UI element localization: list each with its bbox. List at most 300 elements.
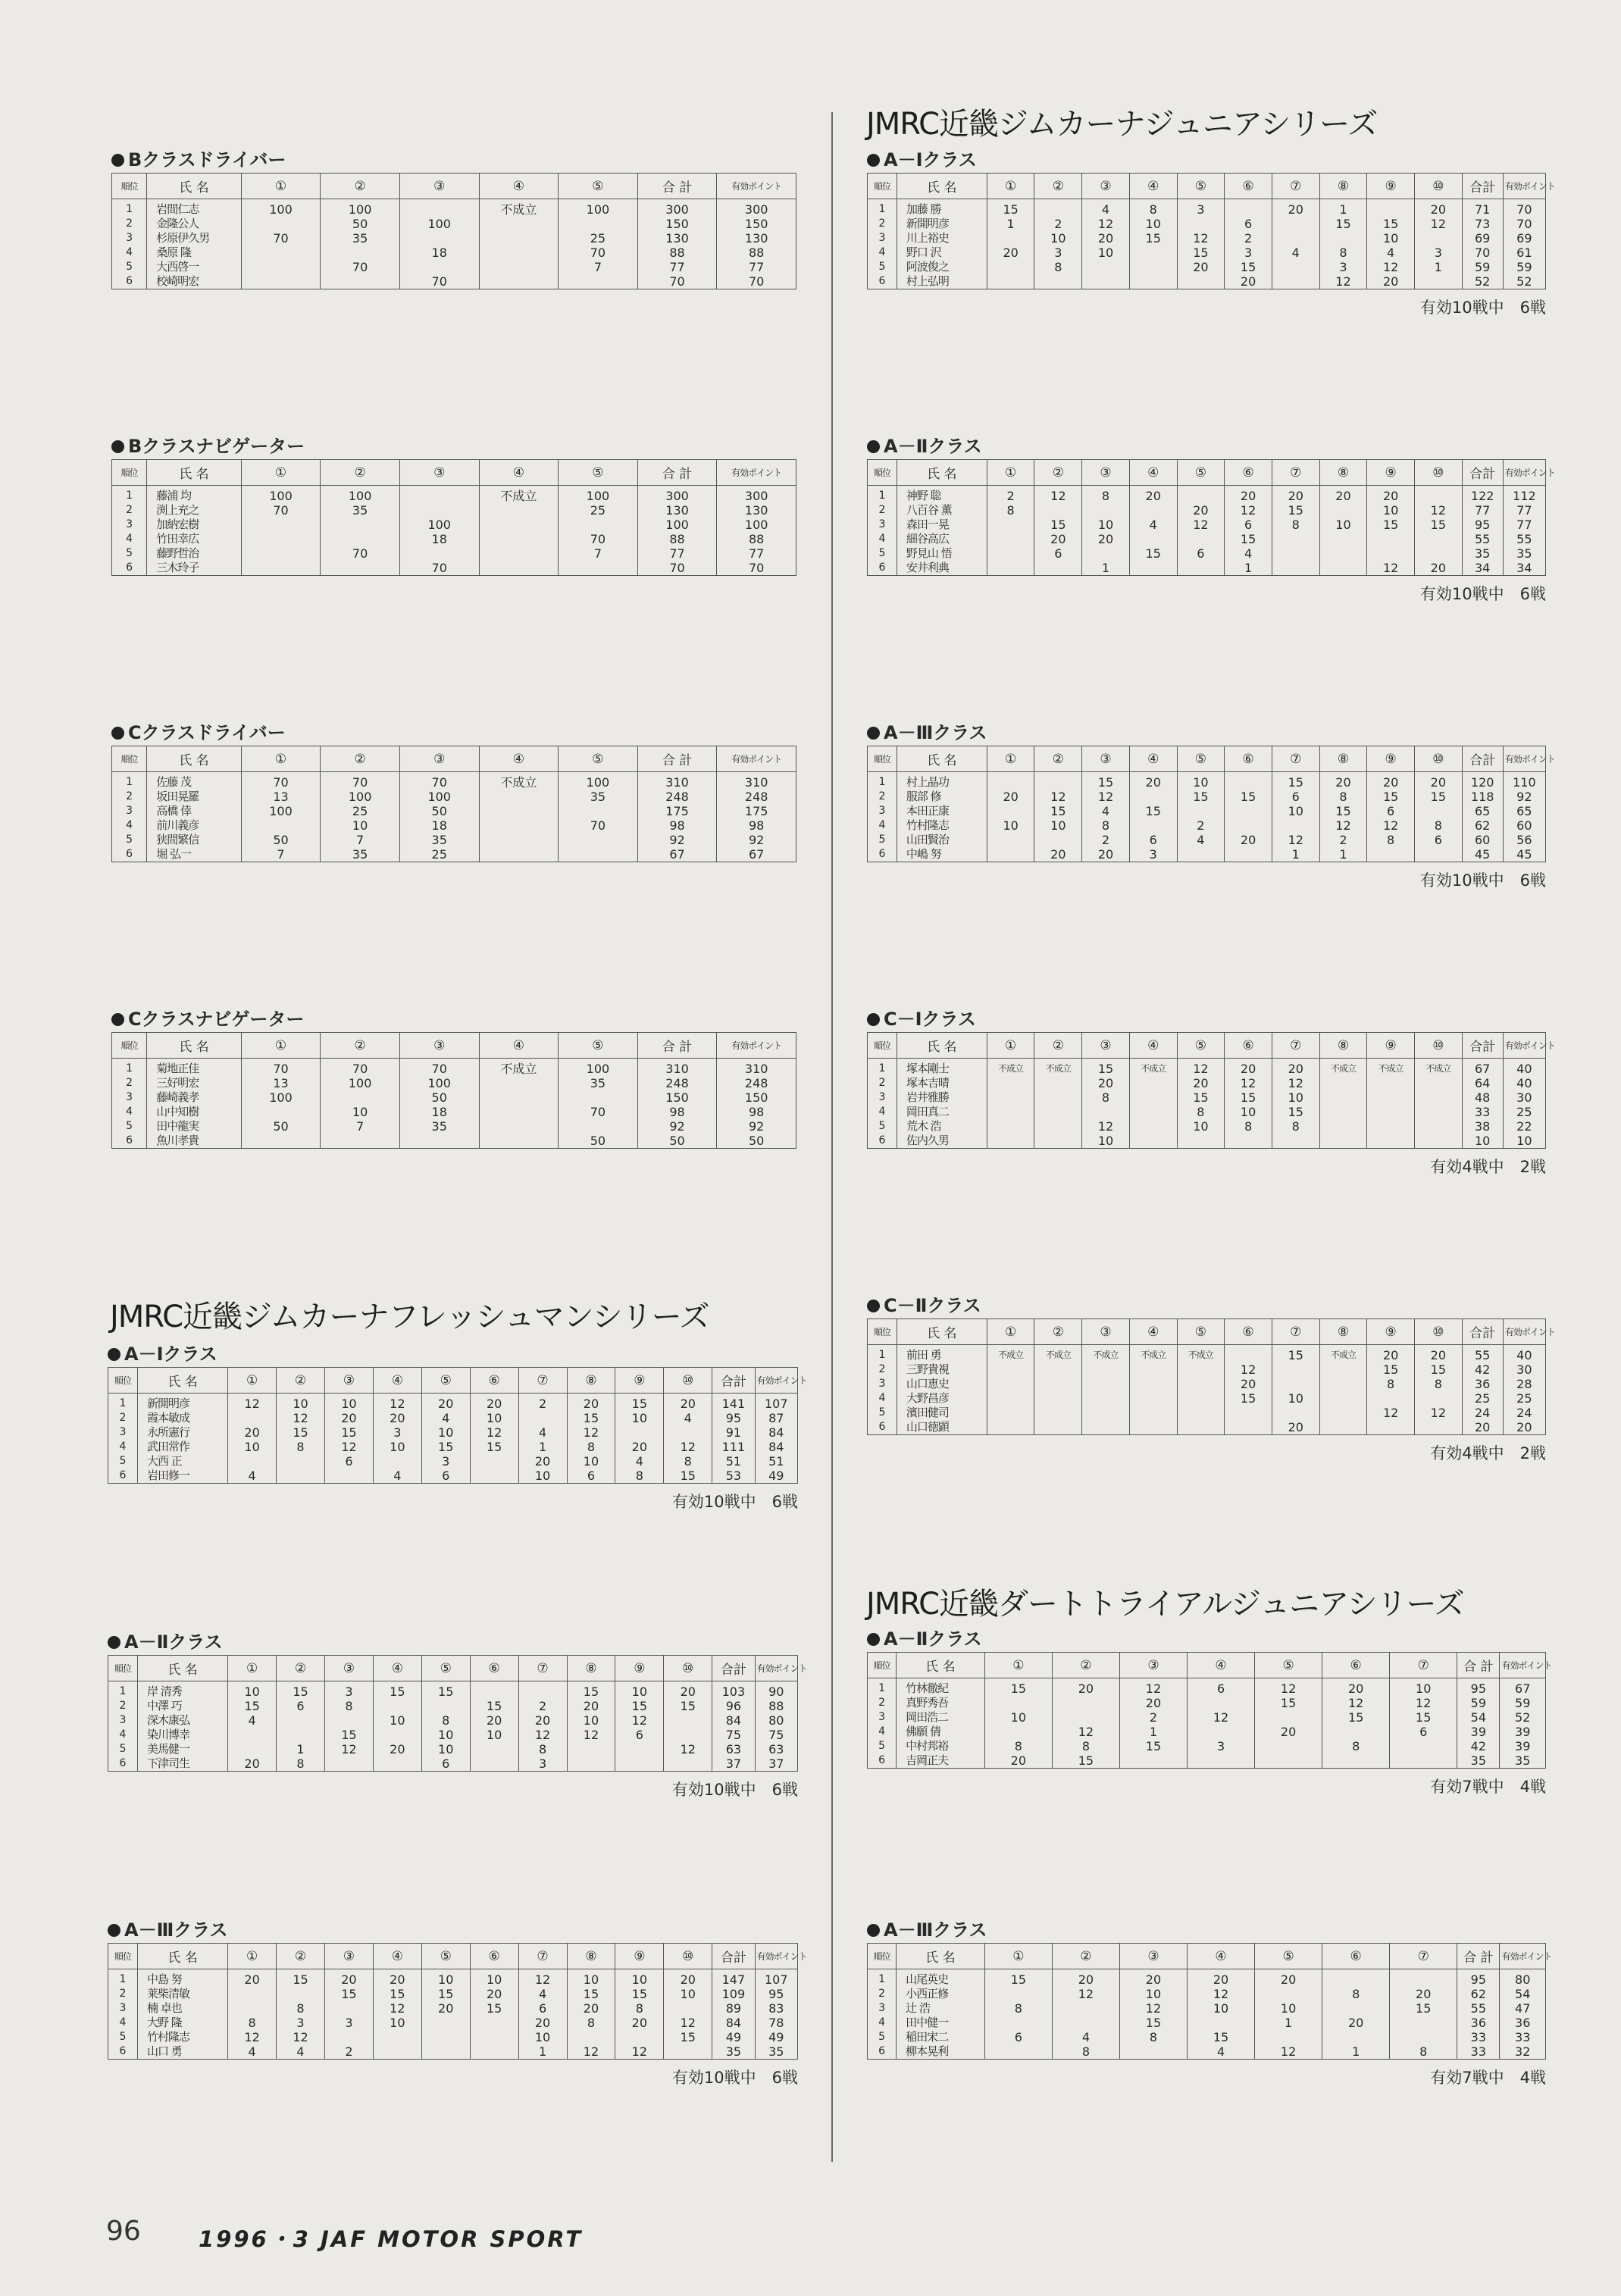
points-cell: 6 <box>421 1469 470 1484</box>
points-cell <box>241 518 321 532</box>
points-cell <box>987 772 1034 790</box>
points-cell: 2 <box>1225 231 1272 246</box>
table-row <box>112 1105 796 1119</box>
points-cell: 100 <box>241 199 321 217</box>
points-cell: 20 <box>1082 532 1130 546</box>
points-cell: 20 <box>1129 486 1177 504</box>
points-cell: 49 <box>755 2030 797 2044</box>
points-cell: 15 <box>1390 2001 1457 2016</box>
table-row <box>108 1469 798 1484</box>
column-header: 合 計 <box>1457 1944 1500 1969</box>
points-cell: 不成立 <box>479 486 559 504</box>
points-cell <box>1129 1420 1177 1435</box>
points-cell <box>559 833 638 847</box>
points-cell: 3 <box>1129 847 1177 862</box>
points-cell: 12 <box>1319 818 1367 833</box>
column-header: ⑧ <box>567 1944 615 1969</box>
table-row <box>108 2001 798 2016</box>
points-cell: 33 <box>1500 2030 1546 2044</box>
points-cell: 6 <box>1129 833 1177 847</box>
points-cell: 70 <box>559 532 638 546</box>
points-cell: 15 <box>277 1969 325 1988</box>
points-cell <box>615 1756 664 1772</box>
table-row <box>112 1134 796 1149</box>
points-cell: 70 <box>399 1059 479 1077</box>
points-cell: 67 <box>637 847 717 862</box>
points-cell: 20 <box>518 2016 567 2030</box>
column-header: ⑤ <box>559 1033 638 1059</box>
points-cell <box>1319 503 1367 518</box>
rank-cell: 5 <box>868 1739 897 1753</box>
table-row <box>868 1406 1546 1420</box>
points-cell <box>1272 1406 1319 1420</box>
points-cell <box>1319 1105 1367 1119</box>
points-cell <box>1272 217 1319 231</box>
points-cell <box>228 1987 277 2001</box>
points-cell: 20 <box>1225 1377 1272 1391</box>
points-cell <box>1272 1134 1319 1149</box>
points-cell: 12 <box>1225 1362 1272 1377</box>
points-cell: 8 <box>277 2001 325 2016</box>
points-cell <box>1272 274 1319 289</box>
points-cell: 70 <box>241 231 321 246</box>
points-cell: 15 <box>567 1411 615 1425</box>
points-cell: 20 <box>1322 1678 1390 1697</box>
points-cell <box>559 217 638 231</box>
name-cell: 服部 修 <box>897 790 987 804</box>
points-cell <box>1319 231 1367 246</box>
points-cell <box>987 833 1034 847</box>
column-header: 氏 名 <box>147 460 241 486</box>
points-cell: 36 <box>1462 1377 1503 1391</box>
points-cell: 95 <box>1462 518 1503 532</box>
gymkhana-junior-a3-section <box>867 720 1555 891</box>
points-cell: 6 <box>324 1454 373 1469</box>
points-cell <box>1082 274 1130 289</box>
points-cell <box>1322 2030 1390 2044</box>
points-cell: 15 <box>1319 217 1367 231</box>
points-cell: 78 <box>755 2016 797 2030</box>
points-cell <box>664 1425 712 1440</box>
points-cell: 30 <box>1503 1090 1545 1105</box>
points-cell: 20 <box>1034 847 1082 862</box>
points-cell <box>241 546 321 561</box>
column-header: 順位 <box>868 174 897 199</box>
points-cell: 8 <box>1319 790 1367 804</box>
points-cell: 4 <box>664 1411 712 1425</box>
rank-cell: 6 <box>112 274 147 289</box>
points-cell: 7 <box>559 260 638 274</box>
name-cell: 大西啓一 <box>147 260 241 274</box>
points-cell <box>1082 260 1130 274</box>
column-header: ① <box>241 746 321 772</box>
points-cell: 35 <box>321 847 400 862</box>
column-header: ③ <box>1082 1319 1130 1345</box>
column-header: ⑨ <box>1367 174 1415 199</box>
table-row <box>868 790 1546 804</box>
points-cell <box>1225 772 1272 790</box>
points-cell: 67 <box>1462 1059 1503 1077</box>
points-cell: 35 <box>399 833 479 847</box>
column-header: ③ <box>399 1033 479 1059</box>
points-cell <box>1177 847 1225 862</box>
points-cell <box>1255 1739 1322 1753</box>
points-cell: 10 <box>373 1713 421 1728</box>
points-cell: 不成立 <box>1034 1059 1082 1077</box>
points-cell <box>1367 1391 1415 1406</box>
points-cell <box>1367 1119 1415 1134</box>
points-cell: 1 <box>1319 847 1367 862</box>
points-cell: 63 <box>712 1742 755 1756</box>
points-cell <box>987 847 1034 862</box>
rank-cell: 4 <box>108 2016 138 2030</box>
points-cell: 15 <box>1225 1391 1272 1406</box>
points-cell: 20 <box>1177 260 1225 274</box>
table-row <box>868 1420 1546 1435</box>
points-cell: 3 <box>1414 246 1462 260</box>
points-cell: 52 <box>1500 1710 1546 1725</box>
points-cell <box>1272 561 1319 576</box>
rank-cell: 2 <box>108 1699 138 1713</box>
points-cell: 15 <box>1052 1753 1119 1769</box>
column-header: ⑤ <box>421 1368 470 1394</box>
points-cell: 100 <box>559 486 638 504</box>
rank-cell: 5 <box>108 1742 138 1756</box>
points-cell <box>1414 1391 1462 1406</box>
points-cell: 35 <box>755 2044 797 2060</box>
column-header: 有効ポイント <box>1503 1319 1545 1345</box>
points-cell: 12 <box>1319 274 1367 289</box>
points-cell <box>324 1713 373 1728</box>
points-cell: 50 <box>241 1119 321 1134</box>
points-cell: 12 <box>1414 503 1462 518</box>
column-header: ⑨ <box>615 1944 664 1969</box>
rank-cell: 2 <box>868 1076 897 1090</box>
points-cell: 8 <box>1272 1119 1319 1134</box>
points-cell: 15 <box>567 1681 615 1700</box>
valid-rounds-note: 有効10戦中 6戦 <box>1419 585 1546 603</box>
points-cell: 77 <box>637 546 717 561</box>
rank-cell: 1 <box>108 1969 138 1988</box>
points-cell: 10 <box>1177 772 1225 790</box>
column-header: ③ <box>1119 1944 1187 1969</box>
points-cell <box>987 260 1034 274</box>
table-row <box>868 1059 1546 1077</box>
points-cell <box>1052 2001 1119 2016</box>
column-header: ⑦ <box>1272 174 1319 199</box>
column-header: 順位 <box>112 1033 147 1059</box>
points-cell: 4 <box>421 1411 470 1425</box>
points-cell <box>479 1134 559 1149</box>
points-cell <box>1414 1105 1462 1119</box>
points-cell: 20 <box>1390 1987 1457 2001</box>
points-cell: 不成立 <box>1129 1059 1177 1077</box>
points-cell: 3 <box>518 1756 567 1772</box>
name-cell: 加藤 勝 <box>897 199 987 217</box>
column-header: ③ <box>399 460 479 486</box>
points-cell: 20 <box>1052 1969 1119 1988</box>
points-cell: 70 <box>321 260 400 274</box>
points-cell: 15 <box>1272 503 1319 518</box>
b-navigator-section <box>111 433 796 576</box>
points-cell: 15 <box>615 1987 664 2001</box>
points-cell: 不成立 <box>1319 1345 1367 1363</box>
column-header: ⑩ <box>664 1656 712 1681</box>
points-cell <box>1255 1710 1322 1725</box>
table-row <box>868 1090 1546 1105</box>
points-cell <box>324 1469 373 1484</box>
points-cell: 20 <box>1225 486 1272 504</box>
rank-cell: 4 <box>112 246 147 260</box>
points-cell: 52 <box>1462 274 1503 289</box>
column-header: ⑨ <box>1367 746 1415 772</box>
points-cell: 65 <box>1503 804 1545 818</box>
column-header: ⑦ <box>1272 460 1319 486</box>
column-header: 合 計 <box>637 460 717 486</box>
column-header: ⑨ <box>615 1368 664 1394</box>
table-row <box>868 772 1546 790</box>
points-cell: 150 <box>717 1090 796 1105</box>
column-header: 合計 <box>712 1944 755 1969</box>
name-cell: 山口恵史 <box>897 1377 987 1391</box>
section-title <box>867 433 1546 459</box>
points-cell: 7 <box>321 1119 400 1134</box>
points-cell: 1 <box>1319 199 1367 217</box>
points-cell: 15 <box>470 1699 518 1713</box>
points-cell: 40 <box>1503 1059 1545 1077</box>
points-cell: 15 <box>1225 260 1272 274</box>
points-cell: 59 <box>1462 260 1503 274</box>
points-cell <box>559 847 638 862</box>
points-cell: 20 <box>1177 503 1225 518</box>
name-cell: 田中龍実 <box>147 1119 241 1134</box>
points-cell: 55 <box>1457 2001 1500 2016</box>
points-cell: 不成立 <box>1319 1059 1367 1077</box>
points-cell: 10 <box>567 1713 615 1728</box>
points-cell: 6 <box>984 2030 1052 2044</box>
points-cell <box>1129 246 1177 260</box>
points-cell: 70 <box>321 546 400 561</box>
name-cell: 新開明彦 <box>897 217 987 231</box>
standings-table <box>867 746 1555 862</box>
column-header: 有効ポイント <box>717 1033 796 1059</box>
section-title-text: Bクラスナビゲーター <box>128 436 305 457</box>
points-cell <box>559 274 638 289</box>
points-cell: 33 <box>1462 1105 1503 1119</box>
points-cell <box>984 1725 1052 1739</box>
column-header: ⑩ <box>1414 746 1462 772</box>
points-cell <box>479 833 559 847</box>
name-cell: 野見山 悟 <box>897 546 987 561</box>
name-cell: 本田正康 <box>897 804 987 818</box>
points-cell: 12 <box>1082 217 1130 231</box>
points-cell: 59 <box>1503 260 1545 274</box>
points-cell: 不成立 <box>987 1345 1034 1363</box>
column-header: ⑤ <box>559 746 638 772</box>
rank-cell: 3 <box>108 1713 138 1728</box>
points-cell: 20 <box>1414 1345 1462 1363</box>
points-cell: 15 <box>1129 231 1177 246</box>
points-cell <box>479 847 559 862</box>
bullet-icon <box>867 440 880 453</box>
points-cell: 15 <box>1177 790 1225 804</box>
points-cell: 100 <box>321 199 400 217</box>
points-cell <box>373 2044 421 2060</box>
column-header: 順位 <box>112 460 147 486</box>
c-driver-section <box>111 720 796 862</box>
table-row <box>868 1105 1546 1119</box>
points-cell: 20 <box>1188 1969 1255 1988</box>
name-cell: 神野 聡 <box>897 486 987 504</box>
table-row <box>868 532 1546 546</box>
points-cell: 92 <box>637 1119 717 1134</box>
points-cell <box>987 1134 1034 1149</box>
column-header: ⑨ <box>1367 1319 1415 1345</box>
points-cell: 20 <box>1367 772 1415 790</box>
column-header: 有効ポイント <box>1500 1944 1546 1969</box>
points-cell <box>1188 2016 1255 2030</box>
points-cell: 20 <box>987 246 1034 260</box>
rank-cell: 5 <box>112 833 147 847</box>
points-cell: 20 <box>1082 1076 1130 1090</box>
points-cell <box>1272 546 1319 561</box>
points-cell: 88 <box>637 246 717 260</box>
points-cell: 12 <box>1367 818 1415 833</box>
points-cell <box>987 1406 1034 1420</box>
column-header: ① <box>241 460 321 486</box>
rank-cell: 5 <box>112 1119 147 1134</box>
rank-cell: 4 <box>108 1728 138 1742</box>
points-cell: 20 <box>228 1969 277 1988</box>
column-header: ② <box>277 1944 325 1969</box>
points-cell <box>1129 1105 1177 1119</box>
column-header: ④ <box>1129 1319 1177 1345</box>
points-cell: 15 <box>1255 1696 1322 1710</box>
points-cell: 45 <box>1462 847 1503 862</box>
points-cell: 4 <box>1082 199 1130 217</box>
section-title-text: A－Ⅱクラス <box>124 1631 223 1653</box>
column-header: 有効ポイント <box>1500 1653 1546 1678</box>
rank-cell: 5 <box>108 1454 138 1469</box>
points-cell <box>1367 532 1415 546</box>
points-cell: 10 <box>1319 518 1367 532</box>
column-header: ⑦ <box>1272 1033 1319 1059</box>
points-cell <box>987 1362 1034 1377</box>
table-row <box>108 1756 798 1772</box>
points-cell: 1 <box>1225 561 1272 576</box>
points-cell: 84 <box>712 1713 755 1728</box>
points-cell: 12 <box>1367 260 1415 274</box>
points-cell <box>228 1728 277 1742</box>
points-cell: 8 <box>228 2016 277 2030</box>
column-header: ① <box>987 1033 1034 1059</box>
rank-cell: 6 <box>112 1134 147 1149</box>
name-cell: 渕上充之 <box>147 503 241 518</box>
points-cell: 不成立 <box>1129 1345 1177 1363</box>
column-header: 順位 <box>108 1368 138 1394</box>
name-cell: 大西 正 <box>138 1454 228 1469</box>
points-cell <box>399 1134 479 1149</box>
points-cell: 80 <box>1500 1969 1546 1988</box>
points-cell <box>1272 1377 1319 1391</box>
points-cell: 51 <box>755 1454 797 1469</box>
points-cell: 20 <box>228 1756 277 1772</box>
points-cell <box>1414 1090 1462 1105</box>
points-cell: 70 <box>637 561 717 576</box>
points-cell <box>1414 1119 1462 1134</box>
points-cell <box>1129 1362 1177 1377</box>
column-header: ④ <box>1188 1944 1255 1969</box>
points-cell: 95 <box>1457 1678 1500 1697</box>
points-cell: 49 <box>755 1469 797 1484</box>
points-cell <box>241 260 321 274</box>
points-cell: 10 <box>984 1710 1052 1725</box>
rank-cell: 4 <box>868 532 897 546</box>
points-cell: 24 <box>1503 1406 1545 1420</box>
rank-cell: 2 <box>112 217 147 231</box>
points-cell: 12 <box>1177 518 1225 532</box>
name-cell: 佐藤 茂 <box>147 772 241 790</box>
points-cell <box>1225 1345 1272 1363</box>
points-cell <box>1322 2001 1390 2016</box>
points-cell: 8 <box>518 1742 567 1756</box>
rank-cell: 5 <box>108 2030 138 2044</box>
points-cell: 20 <box>1319 486 1367 504</box>
points-cell: 3 <box>1319 260 1367 274</box>
column-header: ⑥ <box>1225 1033 1272 1059</box>
column-header: ⑤ <box>1177 174 1225 199</box>
column-header: 有効ポイント <box>717 174 796 199</box>
column-header: ⑥ <box>1225 1319 1272 1345</box>
points-cell <box>277 1987 325 2001</box>
points-cell: 70 <box>399 772 479 790</box>
rank-cell: 6 <box>868 2044 897 2060</box>
table-row <box>868 1710 1546 1725</box>
name-cell: 坂田晃羅 <box>147 790 241 804</box>
points-cell: 12 <box>1119 2001 1187 2016</box>
column-header: ⑥ <box>1225 174 1272 199</box>
points-cell: 248 <box>637 790 717 804</box>
column-header: ② <box>277 1368 325 1394</box>
points-cell <box>1414 486 1462 504</box>
rank-cell: 1 <box>868 772 897 790</box>
column-header: ③ <box>324 1656 373 1681</box>
points-cell <box>1034 1076 1082 1090</box>
points-cell: 70 <box>241 503 321 518</box>
table-row <box>108 2016 798 2030</box>
points-cell <box>228 1742 277 1756</box>
points-cell <box>984 2016 1052 2030</box>
column-header: ⑤ <box>559 460 638 486</box>
bullet-icon <box>111 154 124 167</box>
points-cell: 50 <box>559 1134 638 1149</box>
name-cell: 藤崎義孝 <box>147 1090 241 1105</box>
points-cell: 15 <box>324 1987 373 2001</box>
points-cell: 20 <box>1225 1059 1272 1077</box>
points-cell: 3 <box>373 1425 421 1440</box>
points-cell <box>1034 503 1082 518</box>
points-cell <box>987 1377 1034 1391</box>
points-cell: 20 <box>1119 1969 1187 1988</box>
bullet-icon <box>867 1300 880 1312</box>
page-number: 96 <box>106 2216 141 2247</box>
points-cell: 70 <box>241 772 321 790</box>
rank-cell: 5 <box>868 1119 897 1134</box>
points-cell <box>399 486 479 504</box>
points-cell <box>1177 1134 1225 1149</box>
points-cell: 15 <box>1034 518 1082 532</box>
rank-cell: 1 <box>868 1345 897 1363</box>
